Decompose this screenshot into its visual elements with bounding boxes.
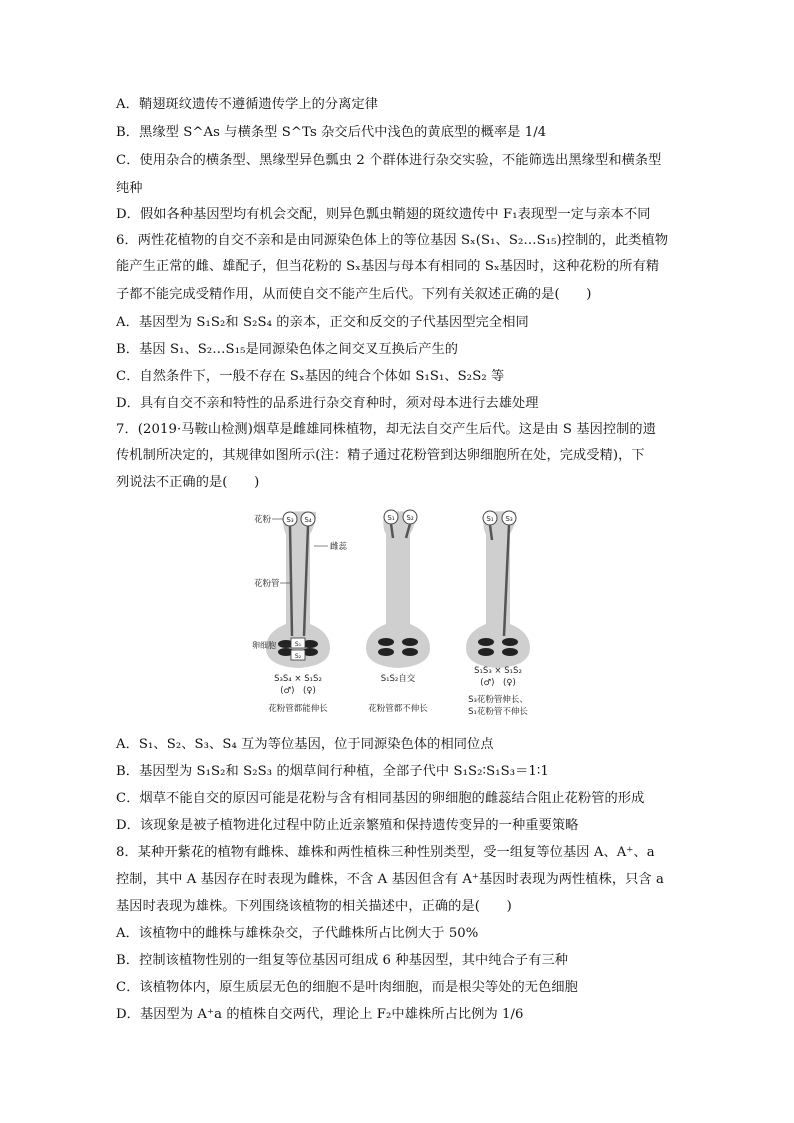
q6-stem: 6．两性花植物的自交不亲和是由同源染色体上的等位基因 Sₓ(S₁、S₂…S₁₅)控制的，此类植物 [116,233,669,248]
q7-option-a: A．S₁、S₂、S₃、S₄ 互为等位基因，位于同源染色体的相同位点 [116,737,494,752]
label-egg: 卵细胞 [252,641,276,650]
q8-stem-2: 控制，其中 A 基因存在时表现为雌株，不含 A 基因但含有 A⁺基因时表现为两性植株，只含 a [116,872,664,887]
q5-option-d: D．假如各种基因型均有机会交配，则异色瓢虫鞘翅的斑纹遗传中 F₁表现型一定与亲本不同 [116,207,651,222]
caption-1: 花粉管都能伸长 [268,704,328,714]
q7-option-c: C．烟草不能自交的原因可能是花粉与含有相同基因的卵细胞的雌蕊结合阻止花粉管的形成 [116,791,645,806]
caption-3b: S₁花粉管不伸长 [468,707,528,717]
q7-stem-3: 列说法不正确的是( ) [116,475,260,490]
pollen1-s3: S₃ [286,516,294,524]
q5-option-a: A．鞘翅斑纹遗传不遵循遗传学上的分离定律 [116,97,379,112]
cross-3: S₁S₃ × S₁S₂ [474,666,522,676]
q5-option-c-cont: 纯种 [116,181,143,196]
q7-stem: 7．(2019·马鞍山检测)烟草是雌雄同株植物，却无法自交产生后代。这是由 S 基因控制的遗 [116,422,657,437]
caption-2: 花粉管都不伸长 [368,704,428,714]
cross-2: S₁S₂自交 [380,674,416,684]
q6-option-a: A．基因型为 S₁S₂和 S₂S₄ 的亲本，正交和反交的子代基因型完全相同 [116,315,529,330]
q7-option-b: B．基因型为 S₁S₂和 S₂S₃ 的烟草间行种植，全部子代中 S₁S₂∶S₁S₃＝1∶1 [116,764,549,779]
q6-stem-3: 子都不能完成受精作用，从而使自交不能产生后代。下列有关叙述正确的是( ) [116,287,592,302]
q8-option-d: D．基因型为 A⁺a 的植株自交两代，理论上 F₂中雄株所占比例为 1/6 [116,1007,524,1022]
q8-stem-3: 基因时表现为雄株。下列围绕该植物的相关描述中，正确的是( ) [116,899,512,914]
caption-3a: S₃花粉管伸长、 [468,695,528,705]
sex-3: (♂) (♀) [480,678,516,688]
pollen2-s1: S₁ [387,514,395,522]
ovule1-s2: S₂ [294,653,302,660]
q6-option-c: C．自然条件下，一般不存在 Sₓ基因的纯合个体如 S₁S₁、S₂S₂ 等 [116,369,505,384]
q7-stem-2: 传机制所决定的，其规律如图所示(注：精子通过花粉管到达卵细胞所在处，完成受精)，下 [116,448,645,463]
pistil-3 [466,511,530,668]
q5-option-c: C．使用杂合的横条型、黑缘型异色瓢虫 2 个群体进行杂交实验，不能筛选出黑缘型和横条型 [116,153,662,168]
q7-option-d: D．该现象是被子植物进化过程中防止近亲繁殖和保持遗传变异的一种重要策略 [116,818,579,833]
q8-stem: 8．某种开紫花的植物有雌株、雄株和两性植株三种性别类型，受一组复等位基因 A、A⁺、a [116,845,655,860]
pollen2-s2: S₂ [406,514,414,522]
pollen3-s3: S₃ [505,515,513,523]
q8-option-a: A．该植物中的雌株与雄株杂交，子代雌株所占比例大于 50% [116,926,479,941]
pollen3-s1: S₁ [486,515,494,523]
q6-option-d: D．具有自交不亲和特性的品系进行杂交育种时，须对母本进行去雄处理 [116,396,539,411]
q5-option-b: B．黑缘型 S^As 与横条型 S^Ts 杂交后代中浅色的黄底型的概率是 1/4 [116,125,547,140]
pollen-tube-figure [250,506,550,721]
ovule1-s1: S₁ [294,641,302,648]
label-pollen: 花粉 [254,515,272,525]
label-pistil: 雌蕊 [330,542,348,552]
label-tube: 花粉管 [254,579,280,589]
q8-option-b: B．控制该植物性别的一组复等位基因可组成 6 种基因型，其中纯合子有三种 [116,953,569,968]
pistil-2 [366,510,430,668]
cross-1: S₃S₄ × S₁S₂ [274,674,322,684]
pollen-tube-diagram [250,506,550,721]
q6-stem-2: 能产生正常的雌、雄配子，但当花粉的 Sₓ基因与母本有相同的 Sₓ基因时，这种花粉的所有精 [116,259,660,274]
sex-1: (♂) (♀) [280,686,316,696]
q6-option-b: B．基因 S₁、S₂…S₁₅是同源染色体之间交叉互换后产生的 [116,342,459,357]
pollen1-s4: S₄ [304,516,312,524]
q8-option-c: C．该植物体内，原生质层无色的细胞不是叶肉细胞，而是根尖等处的无色细胞 [116,980,578,995]
